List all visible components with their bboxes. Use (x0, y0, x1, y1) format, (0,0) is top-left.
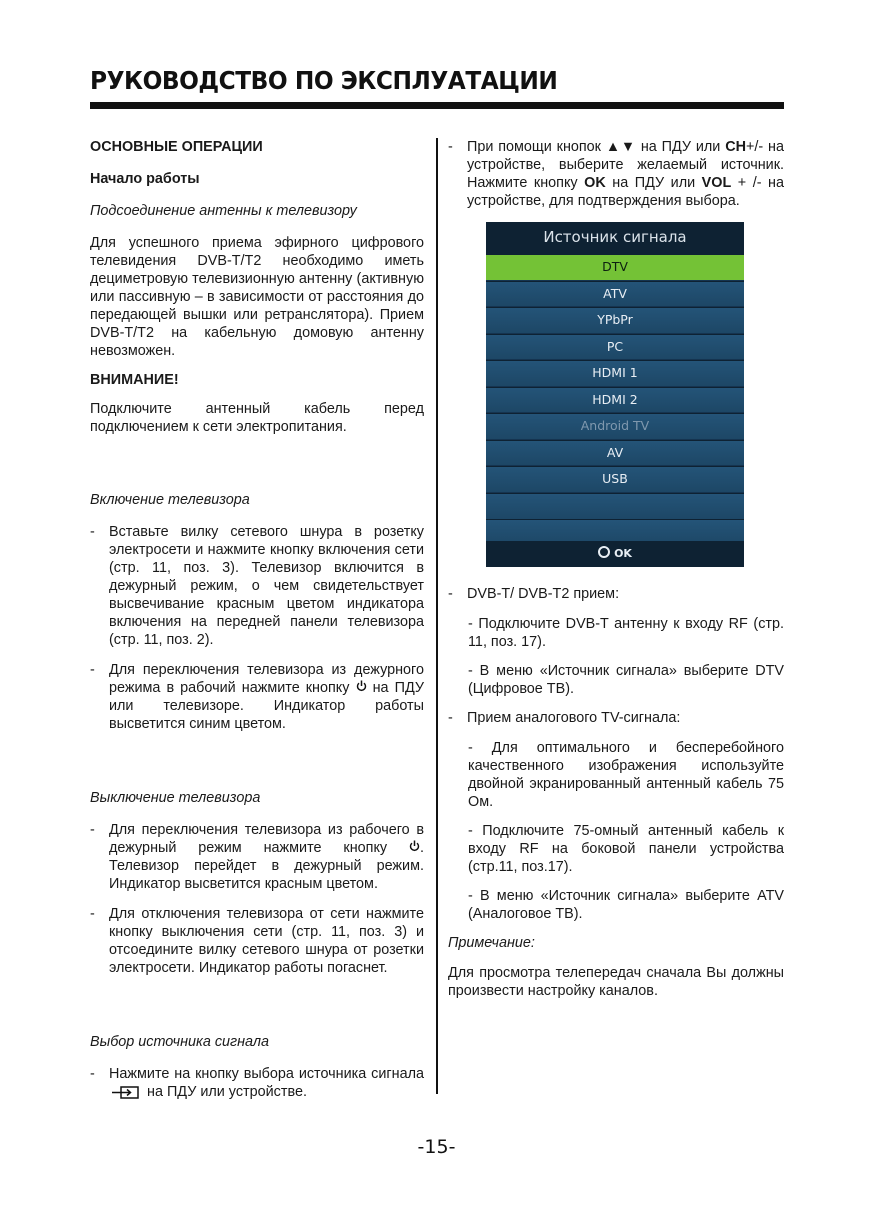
dvb-step-2: - В меню «Источник сигнала» выберите DTV (Цифровое ТВ). (468, 663, 784, 697)
source-step-1: - Нажмите на кнопку выбора источника сигнала на ПДУ или устройстве. (90, 1065, 424, 1101)
menu-item-pc[interactable]: PC (486, 335, 744, 361)
source-intro: - При помощи кнопок ▲▼ на ПДУ или CH+/- на устройстве, выберите желаемый источник. Нажмите кнопку OK на ПДУ или VOL + /- на устройстве, для подтверждения выбора. (448, 138, 784, 210)
page-title: РУКОВОДСТВО ПО ЭКСПЛУАТАЦИИ (90, 66, 558, 95)
source-title: Выбор источника сигнала (90, 1034, 270, 1050)
source-menu-screenshot (486, 222, 744, 567)
analog-step-1: - Для оптимального и бесперебойного качественного изображения используйте двойной экранированный антенный кабель 75 Ом. (468, 740, 784, 810)
menu-title: Источник сигнала (543, 228, 687, 246)
power-off-step-2: - Для отключения телевизора от сети нажмите кнопку выключения сети (стр. 11, поз. 3) и отсоедините вилку сетевого шнура от розетки электросети. Индикатор работы погаснет. (90, 905, 424, 977)
analog-step-3: - В меню «Источник сигнала» выберите ATV (Аналоговое ТВ). (468, 888, 784, 922)
ok-button-icon (598, 546, 610, 558)
menu-item-usb[interactable]: USB (486, 467, 744, 493)
power-on-step-2: - Для переключения телевизора из дежурного режима в рабочий нажмите кнопку на ПДУ или телевизоре. Индикатор работы высветится синим цветом. (90, 661, 424, 733)
start-title: Начало работы (90, 171, 200, 187)
menu-empty-row (486, 494, 744, 519)
dvb-step-1: - Подключите DVB-T антенну к входу RF (стр. 11, поз. 17). (468, 616, 784, 650)
menu-item-hdmi1[interactable]: HDMI 1 (486, 361, 744, 387)
menu-item-av[interactable]: AV (486, 441, 744, 467)
power-off-step-1: - Для переключения телевизора из рабочего в дежурный режим нажмите кнопку . Телевизор перейдет в дежурный режим. Индикатор высветится красным цветом. (90, 821, 424, 893)
antenna-text: Для успешного приема эфирного цифрового телевидения DVB-T/T2 необходимо иметь дециметровую телевизионную антенну (активную или пассивную – в зависимости от расстояния до передающей вышки или ретранслятора). Прием DVB-T/T2 на кабельную домовую антенну невозможен. (90, 235, 424, 359)
power-on-title: Включение телевизора (90, 492, 250, 508)
section-title: ОСНОВНЫЕ ОПЕРАЦИИ (90, 139, 263, 155)
note-title: Примечание: (448, 935, 535, 951)
power-off-title: Выключение телевизора (90, 790, 261, 806)
power-icon (356, 680, 367, 692)
analog-title: - Прием аналогового TV-сигнала: (448, 709, 784, 727)
warning-title: ВНИМАНИЕ! (90, 372, 179, 388)
note-text: Для просмотра телепередач сначала Вы должны произвести настройку каналов. (448, 965, 784, 999)
analog-step-2: - Подключите 75-омный антенный кабель к входу RF на боковой панели устройства (стр.11, поз.17). (468, 823, 784, 875)
input-source-icon (112, 1086, 140, 1099)
power-icon (409, 840, 420, 852)
menu-item-ypbpr[interactable]: YPbPr (486, 308, 744, 334)
menu-item-hdmi2[interactable]: HDMI 2 (486, 388, 744, 414)
menu-item-android-tv[interactable]: Android TV (486, 414, 744, 440)
menu-footer: OK (486, 541, 744, 567)
left-column (90, 138, 424, 1113)
right-column (448, 138, 784, 1011)
dvb-title: - DVB-T/ DVB-T2 прием: (448, 585, 784, 603)
warning-text: Подключите антенный кабель перед подключением к сети электропитания. (90, 401, 424, 435)
menu-list (486, 255, 744, 546)
power-on-step-1: - Вставьте вилку сетевого шнура в розетку электросети и нажмите кнопку включения сети (стр. 11, поз. 3). Телевизор включится в дежурный режим, о чем свидетельствует высвечивание красным цветом индикатора включения на передней панели телевизора (стр. 11, поз. 2). (90, 523, 424, 649)
menu-item-atv[interactable]: ATV (486, 282, 744, 308)
column-divider (436, 138, 438, 1094)
antenna-title: Подсоединение антенны к телевизору (90, 203, 357, 219)
title-underline (90, 102, 784, 109)
menu-item-dtv[interactable]: DTV (486, 255, 744, 281)
page-number: -15- (417, 1136, 456, 1158)
